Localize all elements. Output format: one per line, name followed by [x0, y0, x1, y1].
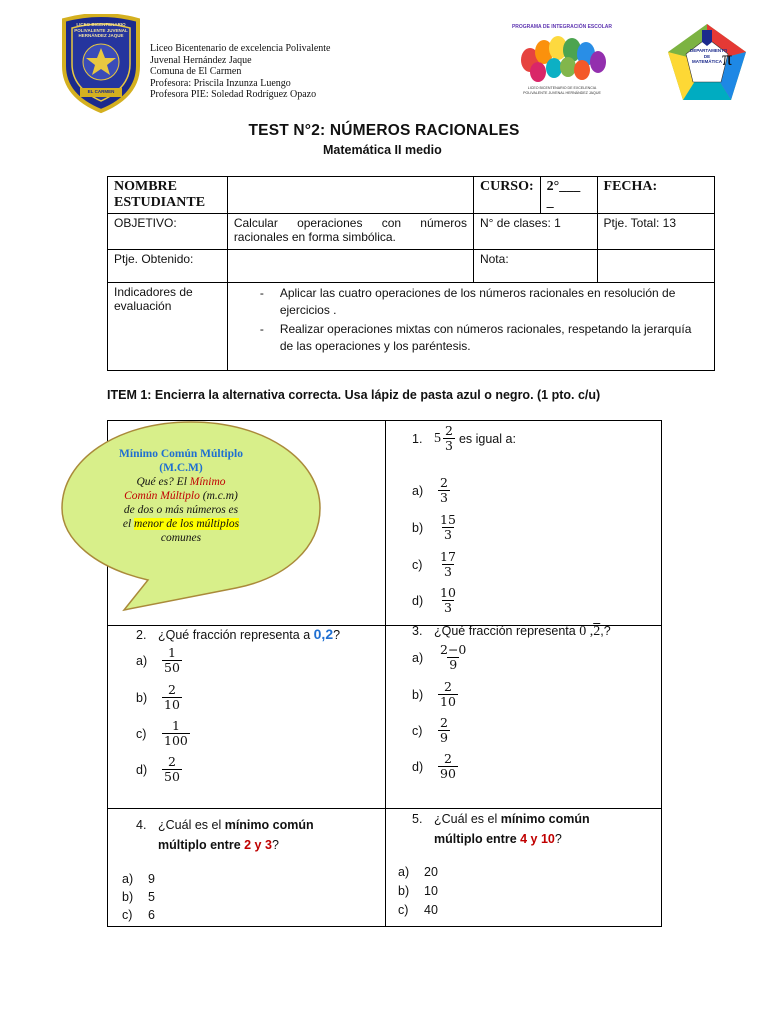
q3-option-b[interactable]: b) $\frac{2}{10}$	[412, 679, 456, 709]
q3-title: 3. ¿Qué fracción representa 0 ,2,?	[412, 624, 611, 639]
indicador-item: - Realizar operaciones mixtas con números racionales, respetando la jerarquía de las operaciones y los paréntesis.	[234, 321, 708, 355]
q3-option-d[interactable]: d) $\frac{2}{90}$	[412, 751, 456, 781]
curso-label: CURSO:	[473, 177, 540, 214]
bubble-subtitle: (M.C.M)	[159, 462, 203, 474]
q5-option-b[interactable]: b) 10	[398, 884, 438, 898]
q5-option-c[interactable]: c) 40	[398, 903, 438, 917]
school-line: Comuna de El Carmen	[150, 66, 242, 77]
bubble-line: de dos o más números es	[123, 504, 239, 516]
school-info	[150, 43, 330, 101]
indicadores-list-cell	[227, 283, 714, 371]
q1-option-c[interactable]: c) $\frac{17}{3}$	[412, 549, 456, 579]
item1-instructions: ITEM 1: Encierra la alternativa correcta. Usa lápiz de pasta azul o negro. (1 pto. c/u)	[107, 388, 601, 402]
q1-title: 1. 5 $\frac{2}{3}$ es igual a:	[412, 423, 516, 453]
q4-option-a[interactable]: a) 9	[122, 872, 155, 886]
bubble-line: Qué es? El Mínimo	[136, 476, 226, 488]
grid-vertical-divider	[385, 421, 386, 926]
bubble-line: el menor de los múltiplos	[122, 518, 240, 530]
q2-option-b[interactable]: b) $\frac{2}{10}$	[136, 682, 180, 712]
curso-field[interactable]: 2°___ _	[540, 177, 597, 214]
q2-option-c[interactable]: c) $\frac{1}{100}$	[136, 718, 188, 748]
indicador-item: - Aplicar las cuatro operaciones de los números racionales en resolución de ejercicios .	[234, 285, 708, 319]
indicadores-label: Indicadores de evaluación	[108, 283, 228, 371]
ptje-total-cell: Ptje. Total: 13	[597, 214, 714, 250]
nombre-field[interactable]	[227, 177, 473, 214]
crest-subtext: EL CARMEN	[87, 89, 115, 94]
nota-field[interactable]	[597, 250, 714, 283]
nota-label: Nota:	[473, 250, 597, 283]
fecha-label: FECHA:	[597, 177, 714, 214]
q3-option-a[interactable]: a) $\frac{2-0}{9}$	[412, 642, 467, 672]
objetivo-value: Calcular operaciones con números racionales en forma simbólica.	[227, 214, 473, 250]
school-line: Profesora PIE: Soledad Rodríguez Opazo	[150, 89, 317, 100]
nombre-label: NOMBRE ESTUDIANTE	[108, 177, 228, 214]
school-line: Juvenal Hernández Jaque	[150, 54, 252, 66]
pi-symbol: π	[722, 48, 733, 70]
bubble-line: comunes	[160, 532, 202, 544]
q3-option-c[interactable]: c) $\frac{2}{9}$	[412, 715, 448, 745]
school-line: Liceo Bicentenario de excelencia Polivalente	[150, 43, 331, 54]
page-title: TEST N°2: NÚMEROS RACIONALES	[248, 122, 520, 139]
crest-text: LICEO BICENTENARIO POLIVALENTE JUVENAL HERNÁNDEZ JAQUE	[74, 22, 128, 38]
student-info-table	[107, 176, 715, 371]
pie-logo-title: PROGRAMA DE INTEGRACIÓN ESCOLAR	[511, 24, 613, 30]
q5-option-a[interactable]: a) 20	[398, 865, 438, 879]
q2-option-a[interactable]: a) $\frac{1}{50}$	[136, 645, 180, 675]
math-logo-text: DEPARTAMENTO DE MATEMÁTICA	[690, 48, 728, 64]
q2-option-d[interactable]: d) $\frac{2}{50}$	[136, 754, 180, 784]
q4-option-c[interactable]: c) 6	[122, 908, 155, 922]
ptje-obtenido-field[interactable]	[227, 250, 473, 283]
q1-option-d[interactable]: d) $\frac{10}{3}$	[412, 585, 456, 615]
ptje-obtenido-label: Ptje. Obtenido:	[108, 250, 228, 283]
clases-cell: N° de clases: 1	[473, 214, 597, 250]
q4-title: 4. ¿Cuál es el mínimo común múltiplo entre 2 y 3?	[136, 818, 314, 852]
indicadores-list	[234, 285, 708, 355]
pie-logo-subtitle: LICEO BICENTENARIO DE EXCELENCIA POLIVALENTE JUVENAL HERNÁNDEZ JAQUE	[523, 86, 601, 95]
q5-title: 5. ¿Cuál es el mínimo común múltiplo entre 4 y 10?	[412, 812, 590, 846]
page-subtitle: Matemática II medio	[323, 143, 442, 157]
objetivo-label: OBJETIVO:	[108, 214, 228, 250]
bubble-title: Mínimo Común Múltiplo	[119, 448, 243, 460]
q4-option-b[interactable]: b) 5	[122, 890, 155, 904]
q1-option-b[interactable]: b) $\frac{15}{3}$	[412, 512, 456, 542]
school-line: Profesora: Priscila Inzunza Luengo	[150, 77, 291, 89]
mcm-definition	[96, 447, 266, 545]
q2-title: 2. ¿Qué fracción representa a 0,2?	[136, 626, 341, 642]
q1-option-a[interactable]: a) $\frac{2}{3}$	[412, 475, 448, 505]
bubble-line: Común Múltiplo (m.c.m)	[124, 490, 238, 502]
